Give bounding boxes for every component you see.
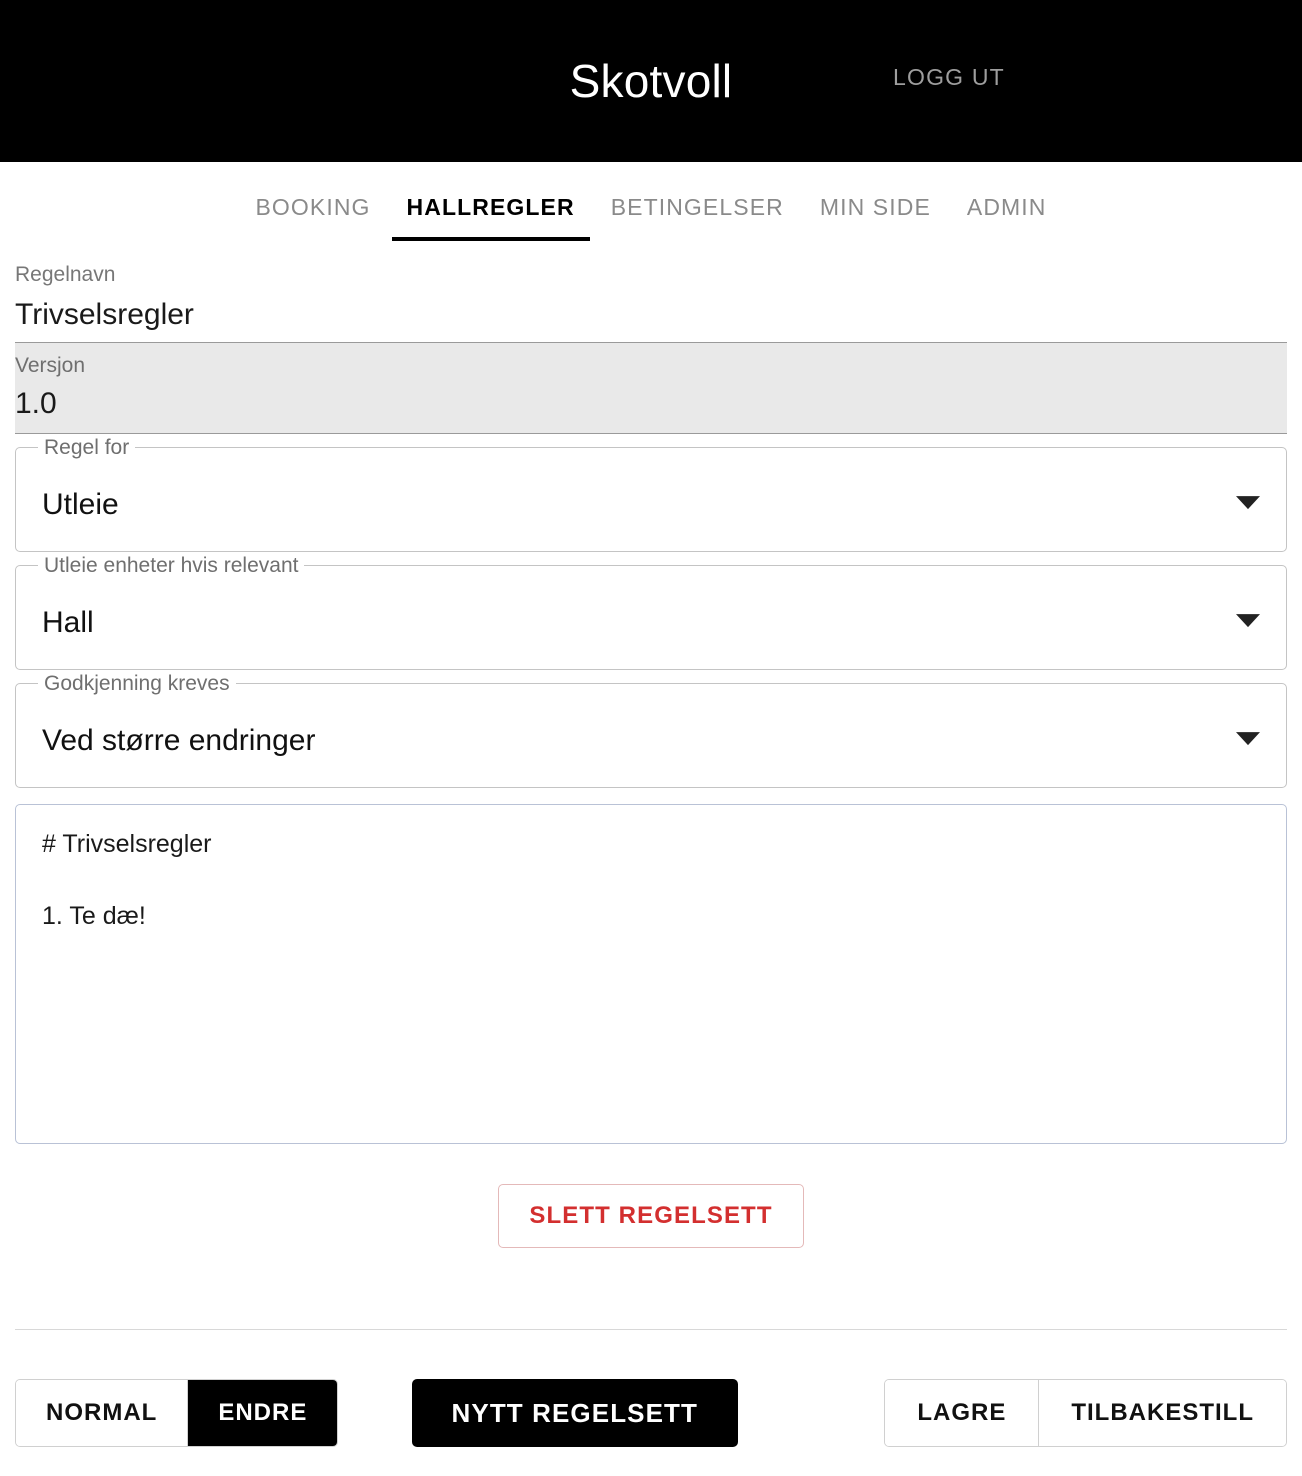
markdown-spacer bbox=[42, 861, 1260, 899]
chevron-down-icon bbox=[1236, 496, 1260, 509]
bottom-action-bar bbox=[0, 1378, 1302, 1448]
rulename-value[interactable]: Trivselsregler bbox=[15, 298, 194, 331]
reset-button[interactable]: TILBAKESTILL bbox=[1038, 1380, 1286, 1446]
approval-label: Godkjenning kreves bbox=[38, 672, 236, 696]
chevron-down-icon bbox=[1236, 732, 1260, 745]
mode-normal-button[interactable]: NORMAL bbox=[16, 1380, 187, 1446]
tab-booking[interactable]: BOOKING bbox=[237, 188, 388, 241]
main-tabs bbox=[0, 162, 1302, 254]
version-field[interactable] bbox=[15, 343, 1287, 434]
rental-units-value: Hall bbox=[42, 605, 94, 639]
rule-for-value: Utleie bbox=[42, 487, 119, 521]
save-button[interactable]: LAGRE bbox=[885, 1380, 1038, 1446]
rulename-field[interactable] bbox=[15, 254, 1287, 343]
markdown-item-1: 1. Te dæ! bbox=[42, 902, 146, 930]
markdown-heading: # Trivselsregler bbox=[42, 830, 212, 858]
rulename-label: Regelnavn bbox=[15, 263, 116, 286]
approval-select[interactable] bbox=[15, 672, 1287, 788]
approval-value: Ved større endringer bbox=[42, 723, 316, 757]
rental-units-select[interactable] bbox=[15, 554, 1287, 670]
delete-ruleset-button[interactable]: SLETT REGELSETT bbox=[498, 1184, 803, 1248]
mode-edit-button[interactable]: ENDRE bbox=[187, 1380, 337, 1446]
app-title: Skotvoll bbox=[569, 55, 733, 107]
version-label: Versjon bbox=[15, 354, 86, 377]
chevron-down-icon bbox=[1236, 614, 1260, 627]
rule-for-select[interactable] bbox=[15, 436, 1287, 552]
tab-betingelser[interactable]: BETINGELSER bbox=[593, 188, 802, 241]
markdown-editor[interactable] bbox=[15, 804, 1287, 1144]
mode-toggle-group bbox=[15, 1379, 338, 1447]
tab-admin[interactable]: ADMIN bbox=[949, 188, 1065, 241]
version-value[interactable]: 1.0 bbox=[15, 387, 57, 420]
bottom-divider bbox=[15, 1329, 1287, 1330]
new-ruleset-button[interactable]: NYTT REGELSETT bbox=[412, 1379, 739, 1447]
rule-for-label: Regel for bbox=[38, 436, 135, 460]
save-reset-group bbox=[884, 1379, 1287, 1447]
tab-hallregler[interactable]: HALLREGLER bbox=[389, 188, 593, 241]
delete-button-row bbox=[15, 1184, 1287, 1248]
rental-units-label: Utleie enheter hvis relevant bbox=[38, 554, 304, 578]
tab-min-side[interactable]: MIN SIDE bbox=[802, 188, 949, 241]
app-header bbox=[0, 0, 1302, 162]
logout-button[interactable]: LOGG UT bbox=[893, 64, 1005, 90]
ruleset-form bbox=[0, 254, 1302, 1248]
